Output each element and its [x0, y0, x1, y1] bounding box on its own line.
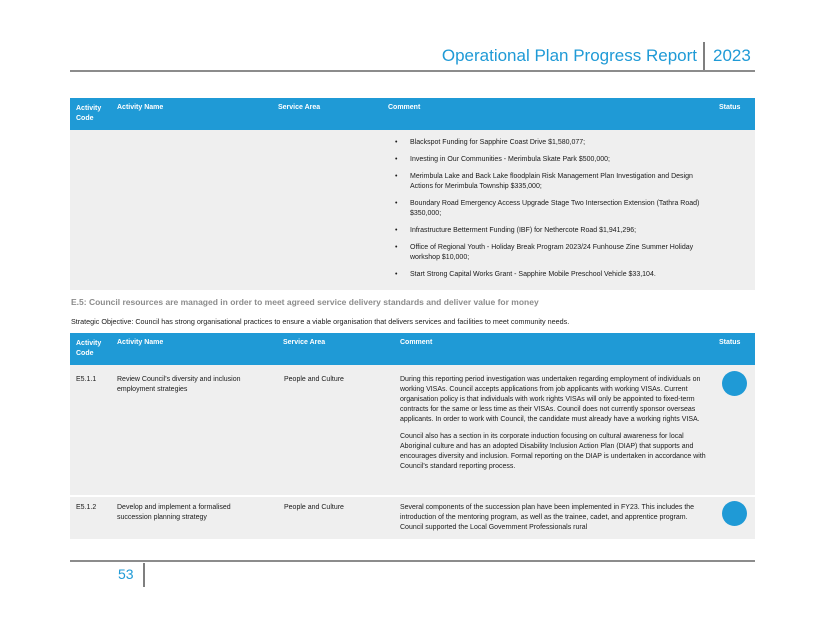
comment-paragraph: Several components of the succession plan have been implemented in FY23. This includes the introduction of the mentoring program, as well as the trainee, cadet, and apprentice program. Council supported the Local Government Professionals rural — [400, 504, 695, 531]
col-service-area: Service Area — [278, 104, 321, 111]
col-activity-name: Activity Name — [117, 339, 164, 346]
report-year: 2023 — [713, 46, 751, 65]
page-number: 53 — [118, 566, 134, 582]
list-item: • Start Strong Capital Works Grant - Sapphire Mobile Preschool Vehicle $33,104. — [387, 270, 717, 280]
col-activity-code: Activity Code — [76, 105, 102, 122]
col-activity-code: Activity Code — [76, 340, 102, 357]
col-comment: Comment — [400, 339, 433, 346]
table-header — [70, 98, 755, 130]
col-status: Status — [719, 104, 741, 111]
service-area: People and Culture — [284, 504, 344, 511]
col-status: Status — [719, 339, 741, 346]
list-item: • Blackspot Funding for Sapphire Coast Drive $1,580,077; — [387, 138, 717, 148]
status-indicator — [722, 501, 747, 526]
table-header — [70, 333, 755, 365]
activity-code: E5.1.1 — [76, 376, 97, 383]
status-indicator — [722, 371, 747, 396]
activity-comment — [400, 375, 710, 479]
comment-paragraph: Council also has a section in its corporate induction focusing on cultural awareness for local Aboriginal culture and has an adopted Disability Inclusion Action Plan (DIAP) that supports and encourages diversity and inclusion. Formal reporting on the DIAP is undertaken in accordance with Council's standard reporting process. — [400, 433, 706, 470]
footer-rule — [70, 560, 755, 562]
comment-paragraph: During this reporting period investigation was undertaken regarding employment of individuals on working VISAs. Council accepts applications from job applicants with working VISAs. Current organisation policy is that individuals with work rights VISAs will only be appointed to fixed-term contracts for the same or less time as their VISAs. Council does not currently sponsor overseas applicants. In order to work with Council, the candidate must already have a working rights VISA. — [400, 376, 701, 423]
list-item: • Office of Regional Youth - Holiday Break Program 2023/24 Funhouse Zine Summer Holiday workshop $10,000; — [387, 243, 717, 263]
col-service-area: Service Area — [283, 339, 326, 346]
service-area: People and Culture — [284, 376, 344, 383]
strategic-objective: Strategic Objective: Council has strong organisational practices to ensure a viable organisation that delivers services and facilities to meet community needs. — [71, 317, 570, 326]
footer-separator — [143, 563, 145, 587]
activity-name: Review Council's diversity and inclusion employment strategies — [117, 376, 241, 393]
activity-comment — [400, 503, 710, 540]
section-title: E.5: Council resources are managed in order to meet agreed service delivery standards and deliver value for money — [71, 297, 539, 307]
header-rule — [70, 70, 755, 72]
list-item: • Boundary Road Emergency Access Upgrade Stage Two Intersection Extension (Tathra Road) $350,000; — [387, 199, 717, 219]
col-activity-name: Activity Name — [117, 104, 164, 111]
funding-list — [387, 131, 717, 280]
activity-name: Develop and implement a formalised succession planning strategy — [117, 504, 231, 521]
report-title: Operational Plan Progress Report — [441, 46, 697, 65]
activity-code: E5.1.2 — [76, 504, 97, 511]
list-item: • Infrastructure Betterment Funding (IBF) for Nethercote Road $1,941,296; — [387, 226, 717, 236]
list-item: • Investing in Our Communities - Merimbula Skate Park $500,000; — [387, 155, 717, 165]
header-separator — [703, 42, 705, 70]
list-item: • Merimbula Lake and Back Lake floodplain Risk Management Plan Investigation and Design Actions for Merimbula Township $335,000; — [387, 172, 717, 192]
col-comment: Comment — [388, 104, 421, 111]
